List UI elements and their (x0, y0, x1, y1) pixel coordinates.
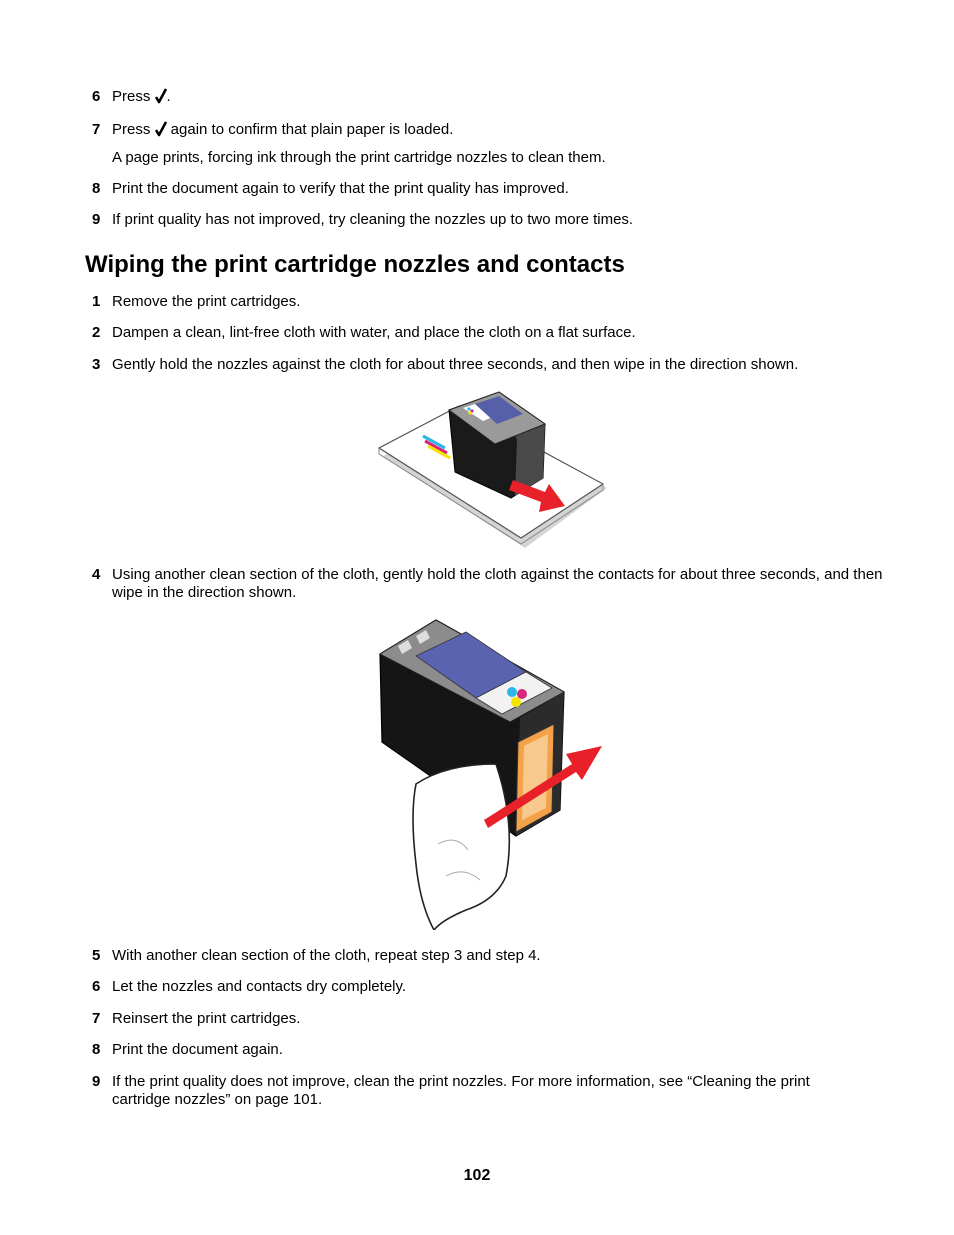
wipe-step-6 (92, 978, 892, 996)
step-number: 4 (92, 566, 101, 583)
step-text: Using another clean section of the cloth, gently hold the cloth against the contacts for about three seconds, and then wipe in the direction shown. (112, 566, 883, 601)
step-text: If the print quality does not improve, clean the print nozzles. For more information, see “Cleaning the print cartridge nozzles” on page 101. (112, 1073, 810, 1108)
page-number: 102 (463, 1167, 491, 1184)
magenta-dot (517, 689, 527, 699)
step-text-after: . (166, 88, 171, 105)
step-8-verify (92, 180, 892, 198)
step-text: Remove the print cartridges. (112, 293, 301, 310)
nozzle-wipe-illustration (375, 388, 607, 552)
step-text: If print quality has not improved, try cleaning the nozzles up to two more times. (112, 211, 634, 228)
wipe-step-7 (92, 1010, 892, 1028)
step-9-repeat (92, 211, 892, 229)
step-number: 8 (92, 180, 101, 197)
step-number: 8 (92, 1041, 101, 1058)
wipe-step-3 (92, 356, 892, 374)
step-number: 1 (92, 293, 101, 310)
step-number: 9 (92, 211, 101, 228)
wipe-step-8 (92, 1041, 892, 1059)
step-text: Dampen a clean, lint-free cloth with water, and place the cloth on a flat surface. (112, 324, 636, 341)
wipe-step-4 (92, 566, 892, 602)
step-6-press-check (92, 88, 892, 106)
step-7-confirm (92, 121, 892, 139)
step-text: With another clean section of the cloth, repeat step 3 and step 4. (112, 947, 541, 964)
cyan-dot (507, 687, 517, 697)
wipe-step-1 (92, 293, 892, 311)
step-number: 3 (92, 356, 101, 373)
cyan-dot (467, 407, 470, 410)
step-text: Press (112, 121, 151, 138)
cloth (413, 764, 509, 930)
checkmark-icon (155, 121, 167, 137)
step-number: 7 (92, 1010, 101, 1027)
checkmark-icon (155, 88, 167, 104)
step-number: 6 (92, 978, 101, 995)
step-text: Gently hold the nozzles against the cloth for about three seconds, and then wipe in the direction shown. (112, 356, 799, 373)
contacts-wipe-illustration (376, 614, 606, 930)
step-number: 5 (92, 947, 101, 964)
step-number: 9 (92, 1073, 101, 1090)
step-number: 6 (92, 88, 101, 105)
wipe-step-5 (92, 947, 892, 965)
wipe-step-2 (92, 324, 892, 342)
wipe-step-9 (92, 1073, 832, 1109)
step-number: 2 (92, 324, 101, 341)
step-text: Reinsert the print cartridges. (112, 1010, 301, 1027)
step-text: Let the nozzles and contacts dry completely. (112, 978, 407, 995)
step-text: Print the document again. (112, 1041, 283, 1058)
step-text: Print the document again to verify that the print quality has improved. (112, 180, 569, 197)
step-text-after: again to confirm that plain paper is loaded. (166, 121, 454, 138)
section-heading: Wiping the print cartridge nozzles and contacts (85, 251, 625, 278)
contacts-panel-inner (522, 734, 548, 820)
yellow-dot (511, 697, 521, 707)
step-number: 7 (92, 121, 101, 138)
yellow-dot (468, 411, 471, 414)
step-note: A page prints, forcing ink through the print cartridge nozzles to clean them. (112, 149, 606, 166)
step-text: Press (112, 88, 151, 105)
